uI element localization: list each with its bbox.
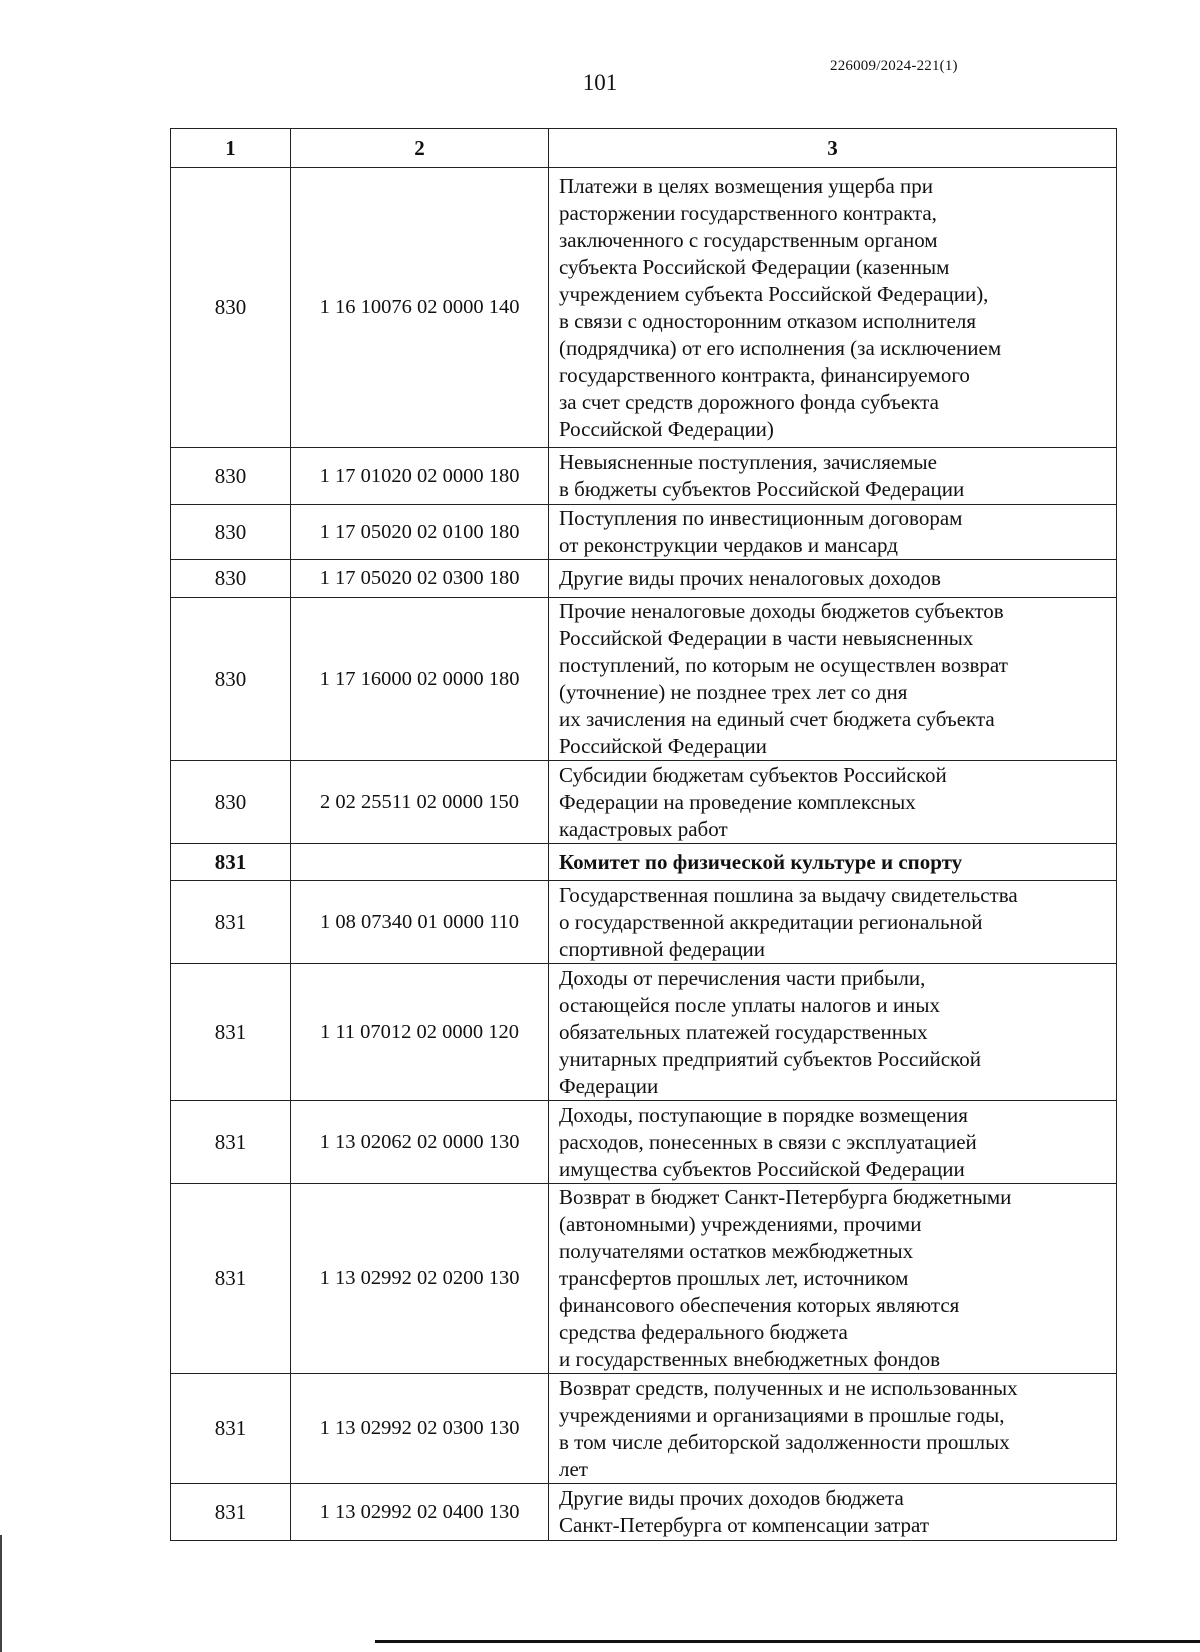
- description-cell: Невыясненные поступления, зачисляемые в бюджеты субъектов Российской Федерации: [549, 448, 1117, 505]
- description-cell: Другие виды прочих доходов бюджета Санкт-Петербурга от компенсации затрат: [549, 1484, 1117, 1541]
- kbk-code-cell: 1 17 05020 02 0300 180: [291, 560, 549, 598]
- kbk-code-cell: 1 17 05020 02 0100 180: [291, 505, 549, 560]
- section-code-cell: 831: [171, 844, 291, 881]
- section-title-cell: Комитет по физической культуре и спорту: [549, 844, 1117, 881]
- kbk-code-cell: 1 13 02062 02 0000 130: [291, 1101, 549, 1184]
- table-row: [171, 598, 1117, 761]
- budget-revenue-table: [170, 128, 1117, 1541]
- column-header-1: 1: [171, 129, 291, 168]
- table-row: [171, 1484, 1117, 1541]
- admin-code-cell: 830: [171, 505, 291, 560]
- description-cell: Доходы, поступающие в порядке возмещения расходов, понесенных в связи с эксплуатацией имущества субъектов Российской Федерации: [549, 1101, 1117, 1184]
- kbk-code-cell: 1 16 10076 02 0000 140: [291, 168, 549, 448]
- scan-edge-mark: [0, 1535, 2, 1652]
- admin-code-cell: 831: [171, 1374, 291, 1484]
- description-cell: Возврат средств, полученных и не использованных учреждениями и организациями в прошлые годы, в том числе дебиторской задолженности прошлых лет: [549, 1374, 1117, 1484]
- admin-code-cell: 830: [171, 761, 291, 844]
- kbk-code-cell: 1 17 16000 02 0000 180: [291, 598, 549, 761]
- column-header-2: 2: [291, 129, 549, 168]
- table-row: [171, 881, 1117, 964]
- description-cell: Другие виды прочих неналоговых доходов: [549, 560, 1117, 598]
- kbk-code-cell: 1 17 01020 02 0000 180: [291, 448, 549, 505]
- description-cell: Прочие неналоговые доходы бюджетов субъектов Российской Федерации в части невыясненных поступлений, по которым не осуществлен возврат (уточнение) не позднее трех лет со дня их зачисления на единый счет бюджета субъекта Российской Федерации: [549, 598, 1117, 761]
- admin-code-cell: 831: [171, 1484, 291, 1541]
- admin-code-cell: 830: [171, 168, 291, 448]
- page-number: 101: [582, 70, 618, 95]
- description-cell: Субсидии бюджетам субъектов Российской Федерации на проведение комплексных кадастровых работ: [549, 761, 1117, 844]
- admin-code-cell: 831: [171, 964, 291, 1101]
- admin-code-cell: 831: [171, 1184, 291, 1374]
- admin-code-cell: 830: [171, 448, 291, 505]
- table-row: [171, 448, 1117, 505]
- description-cell: Поступления по инвестиционным договорам от реконструкции чердаков и мансард: [549, 505, 1117, 560]
- admin-code-cell: 830: [171, 560, 291, 598]
- table-header-row: [171, 129, 1117, 168]
- kbk-code-cell: 1 13 02992 02 0200 130: [291, 1184, 549, 1374]
- description-cell: Доходы от перечисления части прибыли, остающейся после уплаты налогов и иных обязательных платежей государственных унитарных предприятий субъектов Российской Федерации: [549, 964, 1117, 1101]
- table-row: [171, 560, 1117, 598]
- kbk-code-cell: 2 02 25511 02 0000 150: [291, 761, 549, 844]
- admin-code-cell: 831: [171, 1101, 291, 1184]
- table-row: [171, 1184, 1117, 1374]
- table-row: [171, 964, 1117, 1101]
- admin-code-cell: 830: [171, 598, 291, 761]
- table-row: [171, 505, 1117, 560]
- table-row: [171, 168, 1117, 448]
- description-cell: Государственная пошлина за выдачу свидетельства о государственной аккредитации региональной спортивной федерации: [549, 881, 1117, 964]
- kbk-code-cell: [291, 844, 549, 881]
- column-header-3: 3: [549, 129, 1117, 168]
- description-cell: Платежи в целях возмещения ущерба при расторжении государственного контракта, заключенного с государственным органом субъекта Российской Федерации (казенным учреждением субъекта Российской Федерации), в связи с односторонним отказом исполнителя (подрядчика) от его исполнения (за исключением государственного контракта, финансируемого за счет средств дорожного фонда субъекта Российской Федерации): [549, 168, 1117, 448]
- kbk-code-cell: 1 13 02992 02 0300 130: [291, 1374, 549, 1484]
- table-row: [171, 1101, 1117, 1184]
- kbk-code-cell: 1 13 02992 02 0400 130: [291, 1484, 549, 1541]
- document-id: 226009/2024-221(1): [830, 58, 958, 74]
- kbk-code-cell: 1 08 07340 01 0000 110: [291, 881, 549, 964]
- table-row: [171, 761, 1117, 844]
- section-row: [171, 844, 1117, 881]
- table-row: [171, 1374, 1117, 1484]
- kbk-code-cell: 1 11 07012 02 0000 120: [291, 964, 549, 1101]
- description-cell: Возврат в бюджет Санкт-Петербурга бюджетными (автономными) учреждениями, прочими получателями остатков межбюджетных трансфертов прошлых лет, источником финансового обеспечения которых являются средства федерального бюджета и государственных внебюджетных фондов: [549, 1184, 1117, 1374]
- scan-edge-line: [375, 1640, 1200, 1643]
- admin-code-cell: 831: [171, 881, 291, 964]
